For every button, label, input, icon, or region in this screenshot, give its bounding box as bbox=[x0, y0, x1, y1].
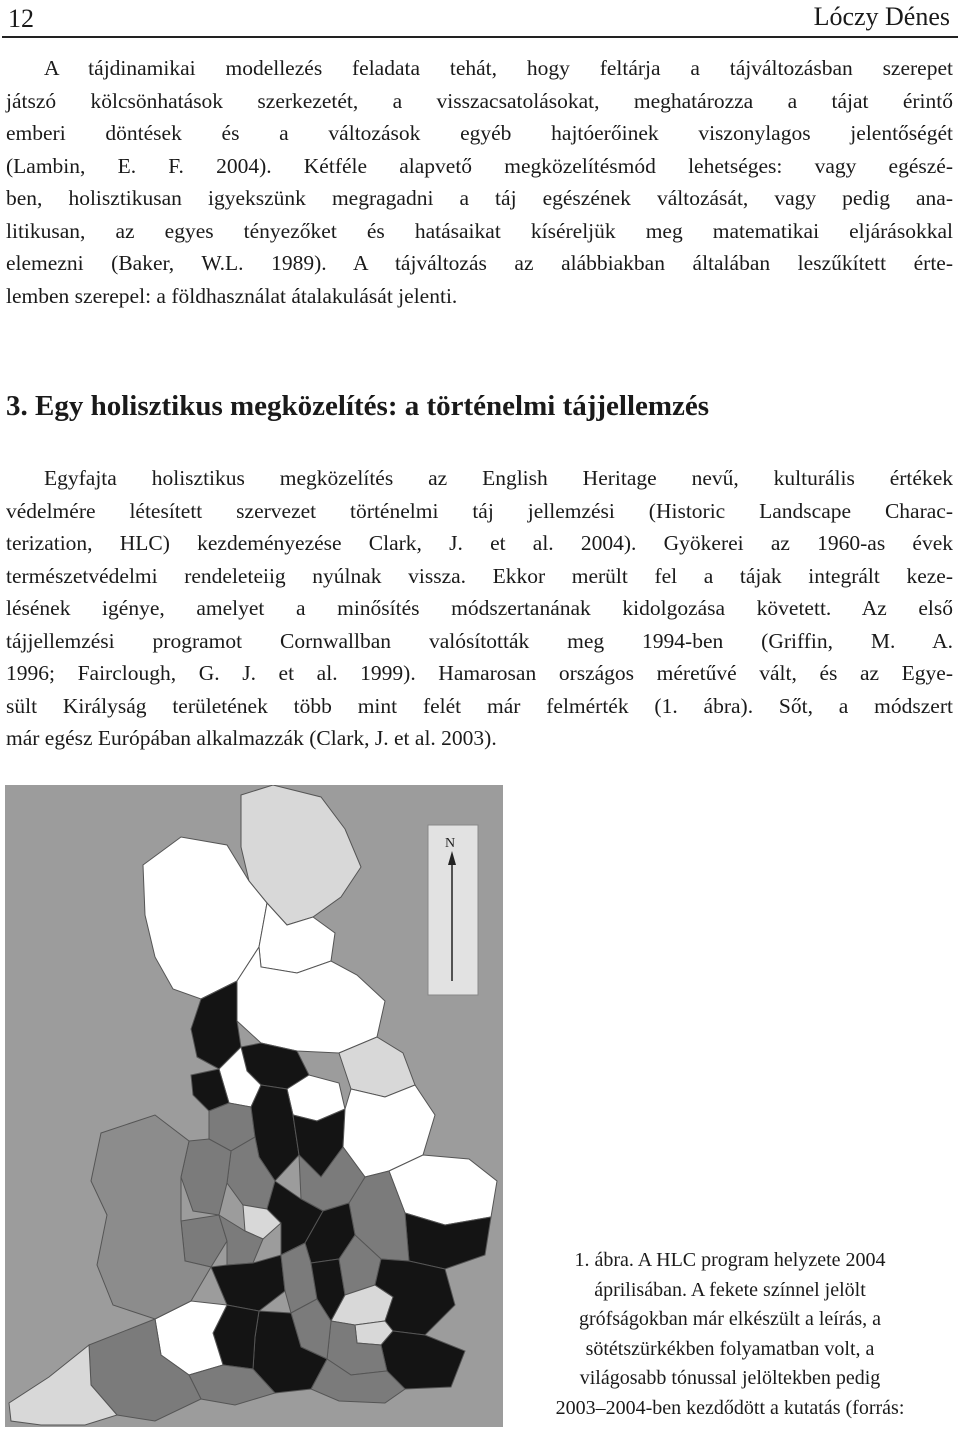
paragraph-line: sült Királyság területének több mint felét már felmérték (1. ábra). Sőt, a módszert bbox=[6, 693, 953, 718]
caption-line: 2003–2004-ben kezdődött a kutatás (forrás: bbox=[555, 1396, 905, 1419]
caption-line: 1. ábra. A HLC program helyzete 2004 bbox=[574, 1249, 886, 1271]
paragraph-line: természetvédelmi rendeleteiig nyúlnak vissza. Ekkor merült fel a tájak integrált keze- bbox=[6, 563, 953, 588]
caption-line: áprilisában. A fekete színnel jelölt bbox=[594, 1278, 866, 1301]
paragraph-line: emberi döntések és a változások egyéb hajtóerőinek viszonylagos jelentőségét bbox=[6, 121, 953, 145]
paragraph-line: 1996; Fairclough, G. J. et al. 1999). Hamarosan országos méretűvé vált, és az Egye- bbox=[6, 661, 953, 685]
caption-line: grófságokban már elkészült a leírás, a bbox=[578, 1308, 882, 1330]
header-rule bbox=[2, 36, 958, 38]
north-arrow bbox=[428, 825, 478, 995]
figure-caption bbox=[505, 1246, 955, 1423]
paragraph-line: lemben szerepel: a földhasználat átalakulását jelenti. bbox=[6, 283, 458, 308]
page-number: 12 bbox=[8, 4, 34, 33]
running-head: Lóczy Dénes bbox=[813, 2, 950, 31]
paragraph-line: játszó kölcsönhatások szerkezetét, a visszacsatolásokat, meghatározza a tájat érintő bbox=[6, 88, 953, 113]
paragraph-line: ben, holisztikusan igyekszünk megragadni a táj egészének változását, vagy pedig ana- bbox=[6, 186, 953, 210]
paragraph-line: (Lambin, E. F. 2004). Kétféle alapvető megközelítésmód lehetséges: vagy egészé- bbox=[6, 153, 953, 178]
england-county-map bbox=[5, 785, 503, 1427]
north-label: N bbox=[445, 836, 456, 851]
caption-line: sötétszürkékben folyamatban volt, a bbox=[585, 1337, 875, 1360]
paragraph-line: tájjellemzési programot Cornwallban valósították meg 1994-ben (Griffin, M. A. bbox=[6, 628, 953, 653]
paragraph-line: Egyfajta holisztikus megközelítés az English Heritage nevű, kulturális értékek bbox=[44, 466, 953, 490]
paragraph-line: lésének igénye, amelyet a minősítés módszertanának kidolgozása követett. Az első bbox=[6, 596, 953, 620]
paragraph-line: már egész Európában alkalmazzák (Clark, J. et al. 2003). bbox=[6, 726, 497, 750]
paragraph-line: A tájdinamikai modellezés feladata tehát, hogy feltárja a tájváltozásban szerepet bbox=[44, 56, 953, 80]
paragraph-2 bbox=[6, 462, 953, 755]
paragraph-1 bbox=[6, 52, 953, 312]
paragraph-line: terization, HLC) kezdeményezése Clark, J. et al. 2004). Gyökerei az 1960-as évek bbox=[6, 531, 953, 555]
paragraph-line: elemezni (Baker, W.L. 1989). A tájváltozás az alábbiakban általában leszűkített érte- bbox=[6, 251, 953, 275]
section-heading: 3. Egy holisztikus megközelítés: a történelmi tájjellemzés bbox=[6, 390, 710, 422]
paragraph-line: védelmére létesített szervezet történelmi táj jellemzési (Historic Landscape Charac- bbox=[6, 498, 953, 523]
caption-line: világosabb tónussal jelöltekben pedig bbox=[579, 1367, 881, 1389]
paragraph-line: litikusan, az egyes tényezőket és hatásaikat kíséreljük meg matematikai eljárásokkal bbox=[6, 218, 953, 243]
page-header bbox=[8, 2, 950, 36]
hlc-county-map-figure bbox=[5, 785, 503, 1427]
